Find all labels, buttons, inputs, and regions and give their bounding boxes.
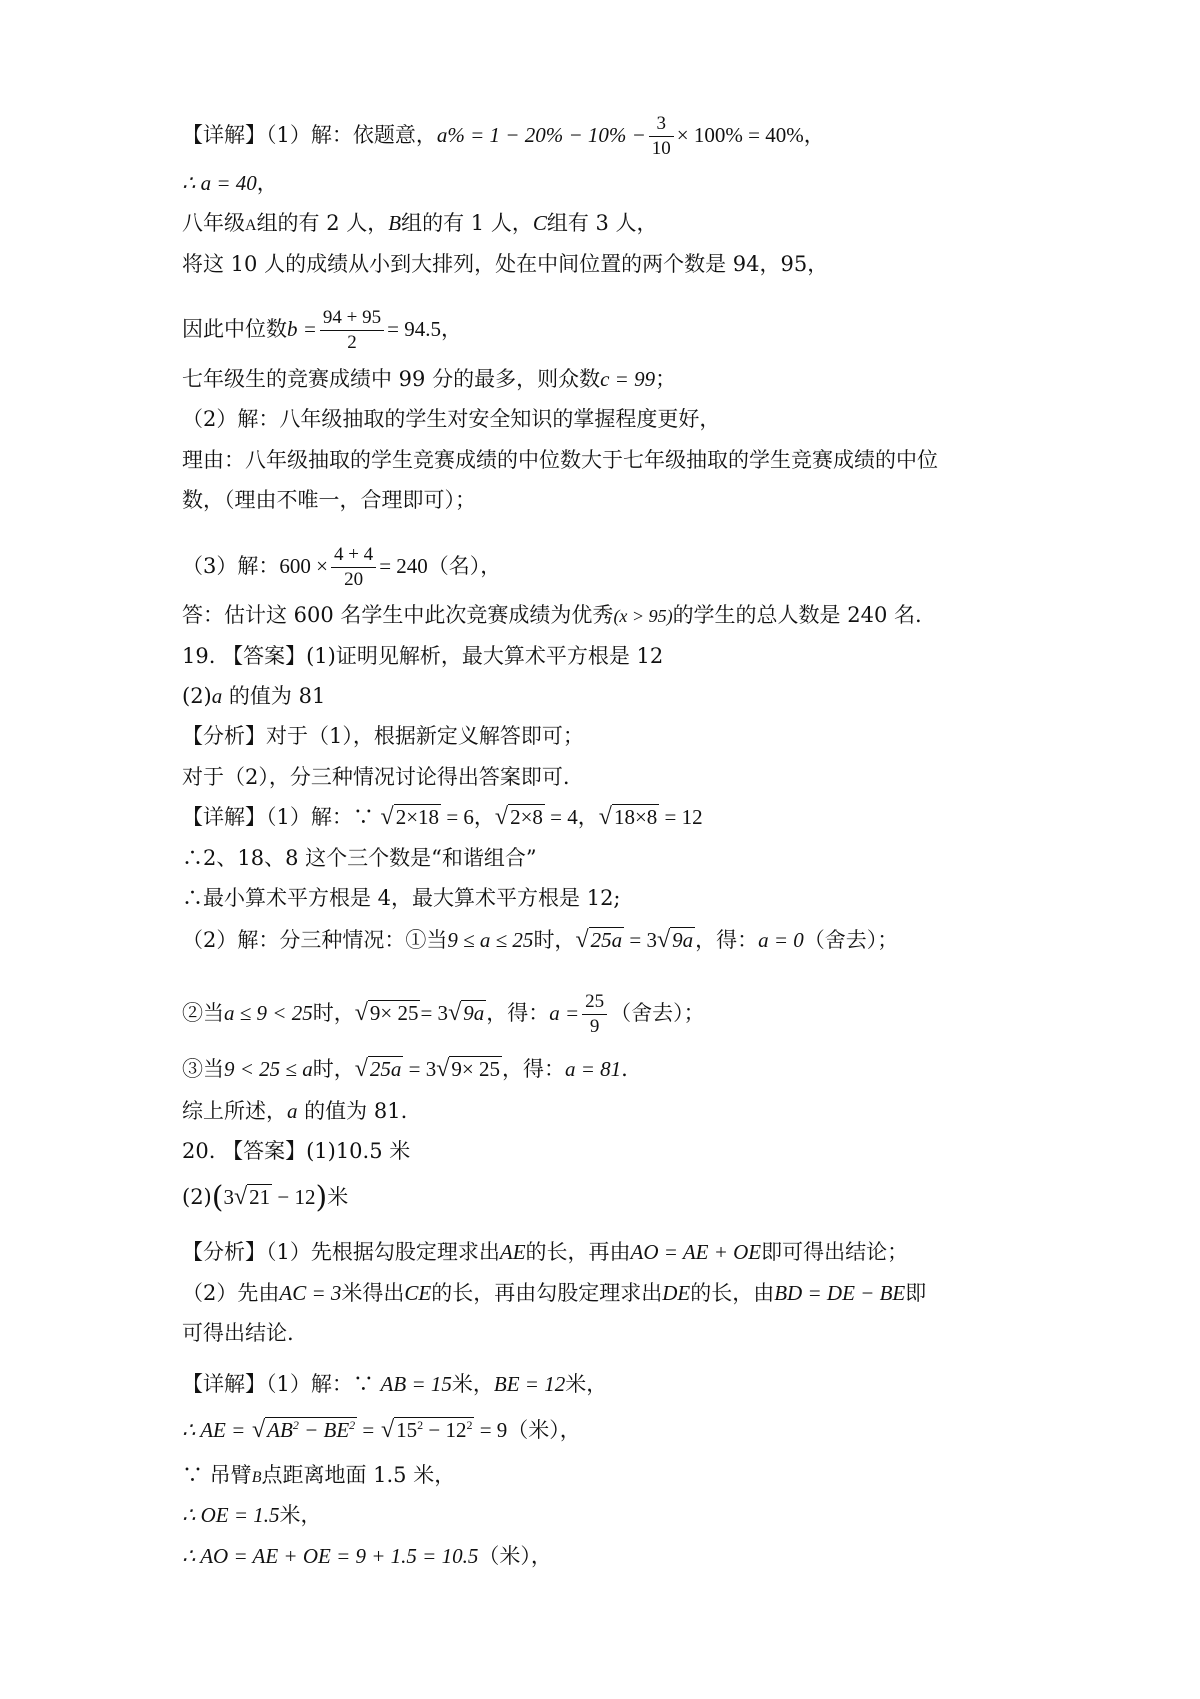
square-root: √2×8 (494, 804, 543, 830)
math-expression: AB = 15 (380, 1372, 452, 1396)
math-expression: × 100% = 40% (676, 123, 804, 147)
line-text: 八年级 (182, 211, 245, 235)
math-variable: CE (404, 1281, 432, 1305)
line-text: 【详解】（1）解：∵ (182, 805, 381, 829)
text-line (182, 762, 570, 792)
radicand: − BE (298, 1418, 350, 1442)
line-text: 组有 3 人， (546, 211, 658, 235)
text-line (182, 721, 584, 751)
math-expression: a = 0 (758, 928, 804, 952)
math-expression: AO = AE + OE (630, 1240, 762, 1264)
square-root: √2×18 (380, 804, 440, 830)
text-line (182, 990, 705, 1039)
fraction-denominator: 9 (589, 1016, 600, 1037)
math-variable: DE (662, 1281, 691, 1305)
text-line (182, 543, 501, 592)
line-text: ②当 (182, 1001, 224, 1025)
line-text: 的值为 81 (222, 684, 326, 708)
fraction-denominator: 20 (344, 569, 364, 590)
fraction-denominator: 10 (651, 138, 671, 159)
math-expression: ∴ AO = AE + OE = 9 + 1.5 = 10.5 (182, 1544, 479, 1568)
line-text: ③当 (182, 1057, 224, 1081)
line-text: 答：估计这 600 名学生中此次竞赛成绩为优秀 (182, 603, 614, 627)
line-text: 米 (327, 1185, 349, 1209)
math-expression: 600 × (279, 554, 328, 578)
line-text: （米）， (478, 1544, 552, 1568)
text-line (182, 843, 537, 873)
text-line (182, 1410, 581, 1445)
line-text: 的长，由 (690, 1281, 775, 1305)
line-text: 米， (565, 1372, 608, 1396)
math-expression: a ≤ 9 < 25 (224, 1001, 313, 1025)
text-line (182, 208, 658, 241)
radicand: 2×18 (395, 805, 440, 829)
math-expression: ∴ a = 40 (182, 171, 257, 195)
text-line (182, 1318, 294, 1348)
text-line (182, 1541, 552, 1571)
square-root: √9× 25 (354, 1000, 419, 1026)
math-expression: = 6， (441, 805, 495, 829)
fraction-denominator: 2 (347, 332, 357, 353)
line-text: 理由：八年级抽取的学生竞赛成绩的中位数大于七年级抽取的学生竞赛成绩的中位 (182, 448, 938, 472)
fraction (320, 306, 384, 355)
square-root: √9a (656, 927, 694, 953)
text-line (182, 1237, 908, 1267)
line-text: （米）， (507, 1418, 581, 1442)
math-variable: a (287, 1099, 298, 1123)
radicand: 9a (463, 1001, 485, 1025)
math-expression: 9 < 25 ≤ a (224, 1057, 313, 1081)
line-text: 时， (312, 1057, 355, 1081)
fraction (582, 990, 607, 1039)
text-line (182, 445, 938, 475)
line-text: 的长，再由勾股定理求出 (431, 1281, 663, 1305)
math-expression: b = (287, 317, 317, 341)
exponent: 2 (349, 1418, 356, 1432)
line-text: 20. 【答案】(1)10.5 米 (182, 1139, 411, 1163)
radicand: 9× 25 (369, 1001, 419, 1025)
text-line: (2)(3√21 − 12)米 (182, 1180, 349, 1215)
math-expression: = 3 (420, 1001, 449, 1025)
text-line (182, 306, 462, 355)
text-line (182, 1460, 455, 1493)
line-text: ，得： (695, 928, 759, 952)
radicand: 21 (249, 1185, 271, 1209)
math-expression: = 9 (474, 1418, 508, 1442)
line-text: ， (803, 123, 825, 147)
line-text: （2）解：分三种情况：①当 (182, 928, 448, 952)
math-expression: BD = DE − BE (774, 1281, 906, 1305)
line-text: （舍去）； (610, 1001, 705, 1025)
math-variable: a (211, 684, 223, 708)
line-text: ，得： (486, 1001, 550, 1025)
line-text: 19. 【答案】(1)证明见解析，最大算术平方根是 12 (182, 644, 664, 668)
math-variable: AE (499, 1240, 526, 1264)
text-line (182, 681, 325, 711)
line-text: 时， (312, 1001, 355, 1025)
line-text: 的学生的总人数是 240 名. (672, 603, 922, 627)
math-expression: a = (549, 1001, 580, 1025)
exponent: 2 (417, 1418, 424, 1432)
text-line (182, 802, 703, 832)
line-text: （2）先由 (182, 1281, 280, 1305)
square-root: √9a (448, 1000, 485, 1026)
square-root: √9× 25 (436, 1056, 500, 1082)
line-text: ， (256, 171, 278, 195)
text-line (182, 485, 476, 515)
radicand: 15 (396, 1418, 418, 1442)
radicand: − 12 (423, 1418, 467, 1442)
fraction-numerator: 25 (582, 990, 607, 1015)
line-text: 即可得出结论； (761, 1240, 909, 1264)
answer-heading (182, 1136, 410, 1166)
fraction-numerator: 4 + 4 (331, 543, 376, 568)
radicand: 9a (672, 928, 694, 952)
line-text: (2) (182, 1185, 212, 1209)
math-expression: a = 81 (564, 1057, 622, 1081)
text-line (182, 1096, 407, 1126)
text-line (182, 600, 922, 631)
text-line (182, 925, 898, 955)
square-root: $√15^2 - 12^2$ (380, 1417, 473, 1443)
math-expression: ∴ AE = (182, 1418, 246, 1442)
math-expression: 9 ≤ a ≤ 25 (447, 928, 534, 952)
exponent: 2 (292, 1418, 299, 1432)
line-text: 综上所述， (182, 1099, 287, 1123)
line-text: 因此中位数 (182, 317, 287, 341)
math-expression: = 3 (403, 1057, 437, 1081)
math-expression: − 12 (272, 1185, 316, 1209)
line-text: （舍去）； (803, 928, 899, 952)
radicand: 9× 25 (451, 1057, 500, 1081)
text-line (182, 404, 720, 434)
line-text: 【详解】（1）解：∵ (182, 1372, 381, 1396)
line-text: 的值为 81. (297, 1099, 408, 1123)
text-line (182, 112, 825, 161)
radicand: 18×8 (613, 805, 658, 829)
math-expression: 3 (223, 1185, 234, 1209)
math-expression: = 4， (544, 805, 599, 829)
line-text: 点距离地面 1.5 米， (261, 1463, 456, 1487)
radicand: AB (267, 1418, 293, 1442)
math-expression: a% = 1 − 20% − 10% − (436, 123, 646, 147)
line-text: （3）解： (182, 554, 280, 578)
line-text: ∴最小算术平方根是 4，最大算术平方根是 12; (182, 886, 621, 910)
fraction-numerator: 94 + 95 (320, 306, 384, 331)
line-text: . (621, 1057, 628, 1081)
line-text: （2）解：八年级抽取的学生对安全知识的掌握程度更好， (182, 407, 721, 431)
line-text: ∵ 吊臂 (182, 1463, 252, 1487)
text-line (182, 249, 828, 279)
radicand: 25a (590, 928, 623, 952)
text-line (182, 1369, 607, 1399)
math-expression: AC = 3 (279, 1281, 342, 1305)
square-root: √18×8 (598, 804, 658, 830)
square-root: $√AB^2 - BE^2$ (252, 1417, 356, 1443)
math-expression: = 12 (659, 805, 703, 829)
math-expression: c = 99 (600, 367, 656, 391)
fraction (649, 112, 674, 161)
math-variable: C (532, 211, 547, 235)
line-text: 将这 10 人的成绩从小到大排列，处在中间位置的两个数是 94，95， (182, 252, 829, 276)
math-variable: B (251, 1469, 262, 1486)
line-text: ∴2、18、8 这个三个数是“和谐组合” (182, 846, 537, 870)
line-text: 【详解】（1）解：依题意， (182, 123, 437, 147)
radicand: 2×8 (510, 805, 543, 829)
fraction (331, 543, 376, 592)
line-text: ， (440, 317, 462, 341)
text-line (182, 1500, 322, 1530)
line-text: 数，（理由不唯一，合理即可）； (182, 488, 476, 512)
line-text: 组的有 1 人， (401, 211, 533, 235)
line-text: 米， (279, 1503, 322, 1527)
math-variable: B (388, 211, 402, 235)
answer-heading (182, 641, 663, 671)
line-text: 即 (905, 1281, 927, 1305)
text-line (182, 1054, 628, 1084)
fraction-numerator: 3 (649, 112, 674, 137)
line-text: 对于（2），分三种情况讨论得出答案即可. (182, 765, 570, 789)
exponent: 2 (466, 1418, 473, 1432)
math-expression: ∴ OE = 1.5 (182, 1503, 280, 1527)
square-root: √25a (575, 927, 623, 953)
square-root: √25a (354, 1056, 402, 1082)
line-text: ； (655, 367, 677, 391)
math-expression: = 3 (624, 928, 657, 952)
line-text: 【分析】（1）先根据勾股定理求出 (182, 1240, 500, 1264)
line-text: 七年级生的竞赛成绩中 99 分的最多，则众数 (182, 367, 601, 391)
line-text: （名）， (427, 554, 502, 578)
text-line (182, 883, 621, 913)
text-line (182, 364, 676, 394)
line-text: 的长，再由 (525, 1240, 631, 1264)
math-expression: = (357, 1418, 375, 1442)
line-text: ，得： (501, 1057, 565, 1081)
line-text: 【分析】对于（1），根据新定义解答即可； (182, 724, 584, 748)
math-expression: = 240 (379, 554, 428, 578)
line-text: 时， (533, 928, 576, 952)
line-text: 米得出 (341, 1281, 405, 1305)
line-text: 组的有 2 人， (256, 211, 389, 235)
text-line (182, 1278, 926, 1308)
text-line (182, 168, 278, 198)
math-variable: A (245, 217, 257, 234)
math-expression: BE = 12 (493, 1372, 566, 1396)
square-root: √21 (233, 1184, 271, 1210)
line-text: 可得出结论. (182, 1321, 294, 1345)
math-expression: (x > 95) (613, 606, 673, 626)
line-text: 米， (451, 1372, 494, 1396)
line-text: (2) (182, 684, 212, 708)
radicand: 25a (369, 1057, 402, 1081)
math-expression: = 94.5 (387, 317, 441, 341)
